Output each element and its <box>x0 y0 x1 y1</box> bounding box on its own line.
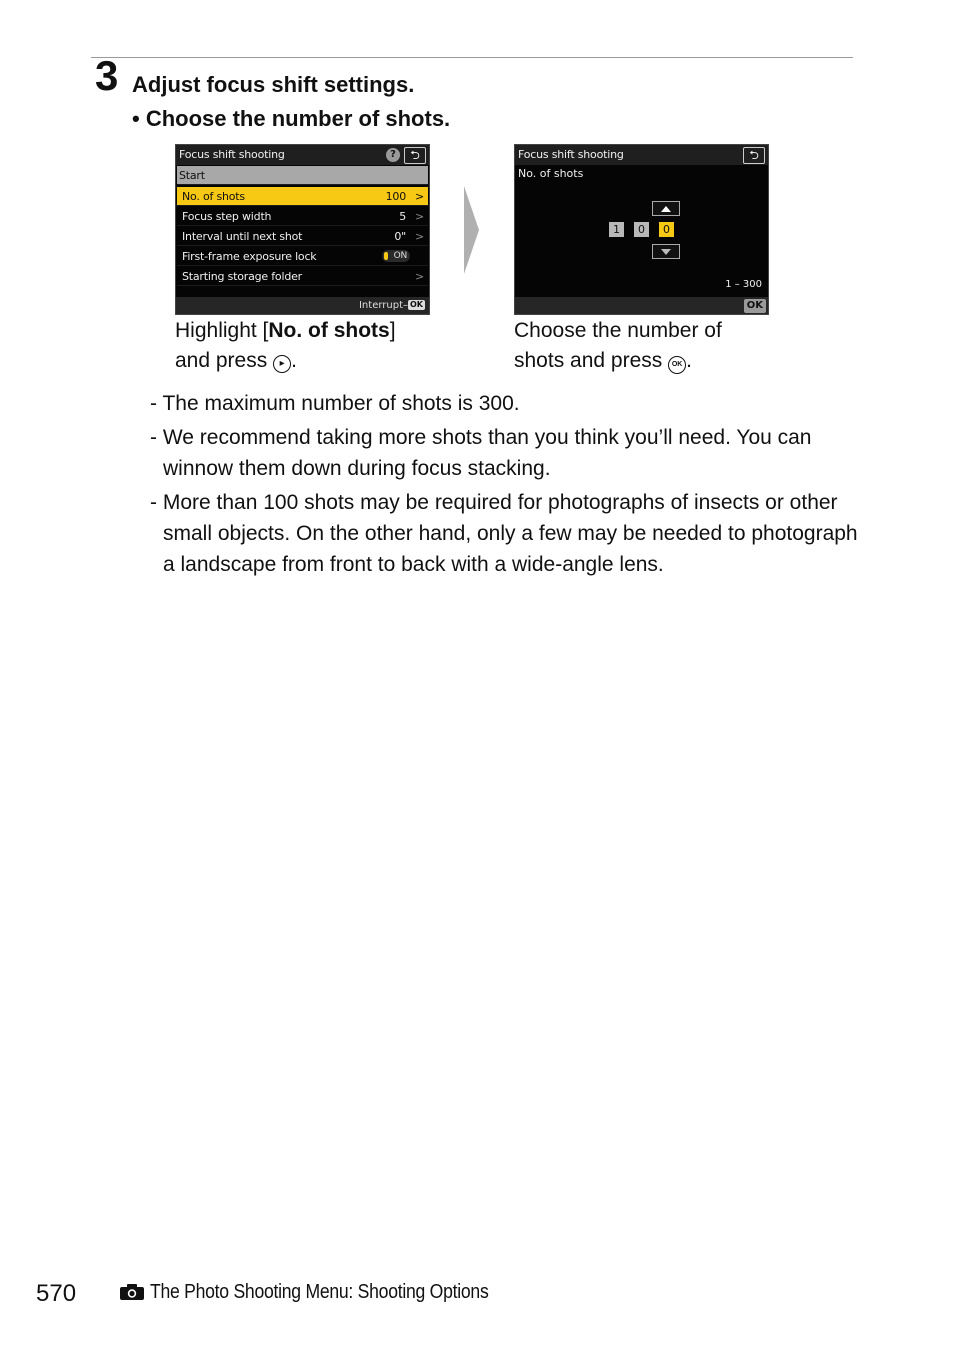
caption-text: Highlight [ <box>175 319 269 342</box>
menu-item-label: First-frame exposure lock <box>182 250 317 263</box>
setting-label: No. of shots <box>518 167 584 180</box>
help-icon: ? <box>386 148 400 162</box>
menu-item-storage-folder <box>177 267 428 286</box>
menu-item-label: Focus step width <box>182 210 272 223</box>
menu-item-interval <box>177 227 428 246</box>
digit-ones: 0 <box>659 222 674 237</box>
back-icon: ⮌ <box>743 147 765 164</box>
menu-item-label: No. of shots <box>182 190 245 203</box>
screen-bottom-bar: Interrupt– OK <box>176 297 429 314</box>
menu-item-value: 100 <box>385 190 406 203</box>
menu-item-label: Interval until next shot <box>182 230 303 243</box>
menu-item-start: Start <box>177 166 428 185</box>
value-range: 1 – 300 <box>725 279 762 290</box>
caption-left: Highlight [No. of shots] and press ▸ . <box>175 319 396 372</box>
triangle-up-icon <box>661 206 671 212</box>
digit-hundreds: 1 <box>609 222 624 237</box>
step-number: 3 <box>95 52 119 99</box>
screen-title: Focus shift shooting <box>176 145 429 165</box>
caption-text: shots and press <box>514 349 663 372</box>
increment-button <box>652 201 680 216</box>
ok-button-icon: OK <box>668 356 686 374</box>
caption-text: ] <box>389 319 396 342</box>
bullet-heading: • Choose the number of shots. <box>132 106 451 131</box>
decrement-button <box>652 244 680 259</box>
camera-menu-screen <box>175 144 430 315</box>
chevron-right-icon: > <box>414 270 424 283</box>
menu-item-value: 0" <box>394 230 406 243</box>
camera-icon <box>119 1283 145 1301</box>
triangle-down-icon <box>661 249 671 255</box>
ok-button-icon: OK <box>744 299 766 313</box>
screen-title: Focus shift shooting <box>515 145 768 165</box>
note-item: - We recommend taking more shots than you think you’ll need. You can winnow them down during focus stacking. <box>150 426 812 480</box>
multi-selector-right-icon: ▸ <box>273 355 291 373</box>
caption-text: Choose the number of <box>514 319 722 342</box>
camera-value-screen <box>514 144 769 315</box>
section-title: The Photo Shooting Menu: Shooting Options <box>150 1281 489 1303</box>
caption-right: Choose the number of shots and press OK . <box>514 319 722 372</box>
step-title: Adjust focus shift settings. <box>132 72 415 97</box>
toggle-on-icon: ON <box>382 250 410 262</box>
caption-bold: No. of shots <box>268 319 390 342</box>
menu-item-label: Starting storage folder <box>182 270 302 283</box>
menu-item-focus-step-width <box>177 207 428 226</box>
menu-item-no-of-shots <box>177 187 428 206</box>
note-item: - More than 100 shots may be required for photographs of insects or other small objects. On the other hand, only a few may be needed to photograph a landscape from front to back with a wide-angle lens. <box>150 491 858 576</box>
back-icon: ⮌ <box>404 147 426 164</box>
note-item: - The maximum number of shots is 300. <box>150 392 520 415</box>
arrow-right-icon <box>464 186 479 274</box>
digit-tens: 0 <box>634 222 649 237</box>
menu-item-value: 5 <box>399 210 406 223</box>
chevron-right-icon: > <box>414 190 424 203</box>
screen-bottom-bar <box>515 297 768 314</box>
caption-text: and press <box>175 349 268 372</box>
ok-button-icon: OK <box>410 300 423 309</box>
page-number: 570 <box>36 1280 77 1307</box>
chevron-right-icon: > <box>414 230 424 243</box>
menu-item-exposure-lock <box>177 247 428 266</box>
interrupt-label: Interrupt <box>358 300 403 311</box>
chevron-right-icon: > <box>414 210 424 223</box>
top-rule <box>91 57 853 58</box>
